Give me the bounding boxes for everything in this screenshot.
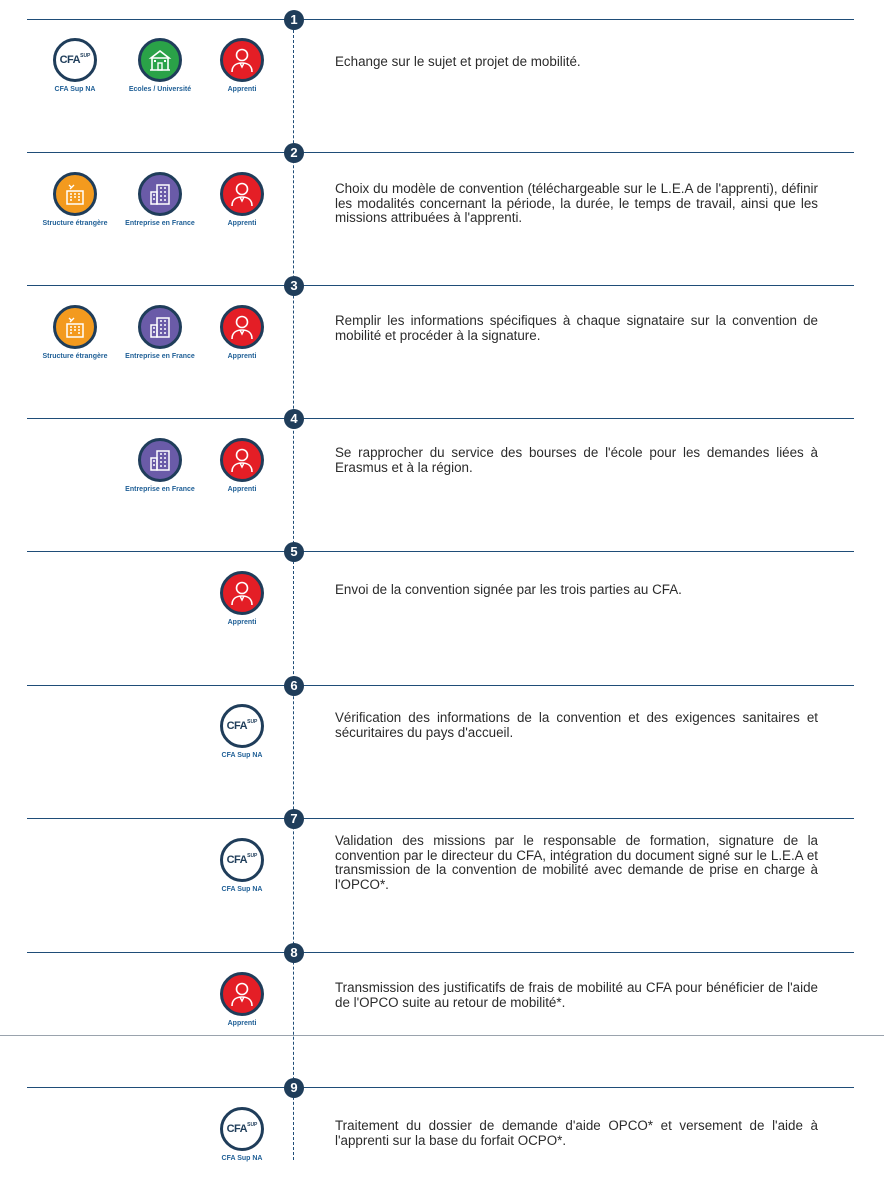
office-building-icon: [138, 172, 182, 216]
step-description: Transmission des justificatifs de frais de mobilité au CFA pour bénéficier de l'aide de l'OPCO suite au retour de mobilité*.: [335, 980, 818, 1010]
actor-apprenti: [207, 172, 277, 228]
office-building-icon: [138, 438, 182, 482]
actor-label: Apprenti: [227, 86, 257, 93]
step-number-badge: 9: [284, 1078, 304, 1098]
actor-cfa: [207, 704, 277, 760]
step-number-badge: 7: [284, 809, 304, 829]
actor-ecole: [125, 38, 195, 94]
person-icon: [220, 38, 264, 82]
actor-label: Entreprise en France: [125, 353, 195, 360]
step-description: Echange sur le sujet et projet de mobilité.: [335, 54, 581, 69]
actor-entreprise: [125, 305, 195, 361]
actor-label: Apprenti: [227, 220, 257, 227]
cfa-logo-icon: CFA SUP: [220, 838, 264, 882]
step-description: Vérification des informations de la convention et des exigences sanitaires et sécuritaires du pays d'accueil.: [335, 710, 818, 740]
school-building-icon: [138, 38, 182, 82]
actor-apprenti: [207, 972, 277, 1028]
actor-label: Entreprise en France: [125, 220, 195, 227]
step-divider: [27, 685, 854, 686]
step-description: Se rapprocher du service des bourses de l'école pour les demandes liées à Erasmus et à la région.: [335, 445, 818, 475]
section-divider: [0, 1035, 884, 1036]
step-divider: [27, 285, 854, 286]
person-icon: [220, 438, 264, 482]
actor-label: Apprenti: [227, 619, 257, 626]
cfa-logo-icon: CFA SUP: [220, 704, 264, 748]
actor-cfa: [207, 838, 277, 894]
step-divider: [27, 418, 854, 419]
office-building-icon: [138, 305, 182, 349]
step-divider: [27, 19, 854, 20]
actor-label: Structure étrangère: [42, 220, 108, 227]
actor-label: Structure étrangère: [42, 353, 108, 360]
cfa-logo-icon: CFA SUP: [220, 1107, 264, 1151]
actor-label: CFA Sup NA: [54, 86, 96, 93]
actor-entreprise: [125, 438, 195, 494]
actor-apprenti: [207, 571, 277, 627]
step-number-badge: 4: [284, 409, 304, 429]
step-number-badge: 6: [284, 676, 304, 696]
actor-label: Apprenti: [227, 1020, 257, 1027]
building-satellite-icon: [53, 172, 97, 216]
actor-label: Ecoles / Université: [128, 86, 192, 93]
actor-label: CFA Sup NA: [221, 752, 263, 759]
step-description: Traitement du dossier de demande d'aide OPCO* et versement de l'aide à l'apprenti sur la base du forfait OCPO*.: [335, 1118, 818, 1148]
person-icon: [220, 305, 264, 349]
actor-apprenti: [207, 438, 277, 494]
step-divider: [27, 818, 854, 819]
person-icon: [220, 972, 264, 1016]
actor-label: Entreprise en France: [125, 486, 195, 493]
actor-apprenti: [207, 38, 277, 94]
actor-structure: [40, 172, 110, 228]
actor-label: Apprenti: [227, 353, 257, 360]
building-satellite-icon: [53, 305, 97, 349]
step-description: Choix du modèle de convention (téléchargeable sur le L.E.A de l'apprenti), définir les modalités concernant la période, la durée, le temps de travail, ainsi que les missions attribuées à l'apprenti.: [335, 181, 818, 225]
actor-entreprise: [125, 172, 195, 228]
actor-label: CFA Sup NA: [221, 1155, 263, 1162]
step-divider: [27, 551, 854, 552]
step-divider: [27, 152, 854, 153]
step-description: Validation des missions par le responsable de formation, signature de la convention par le directeur du CFA, intégration du document signé sur le L.E.A et transmission de la convention de mobilité avec demande de prise en charge à l'OPCO*.: [335, 833, 818, 892]
actor-label: Apprenti: [227, 486, 257, 493]
timeline-line: [293, 20, 294, 1160]
step-number-badge: 2: [284, 143, 304, 163]
step-number-badge: 3: [284, 276, 304, 296]
cfa-logo-icon: CFA SUP: [53, 38, 97, 82]
actor-cfa: [207, 1107, 277, 1163]
actor-cfa: [40, 38, 110, 94]
step-description: Remplir les informations spécifiques à chaque signataire sur la convention de mobilité et procéder à la signature.: [335, 313, 818, 343]
actor-apprenti: [207, 305, 277, 361]
step-number-badge: 8: [284, 943, 304, 963]
step-divider: [27, 1087, 854, 1088]
person-icon: [220, 172, 264, 216]
step-number-badge: 5: [284, 542, 304, 562]
step-number-badge: 1: [284, 10, 304, 30]
step-description: Envoi de la convention signée par les trois parties au CFA.: [335, 582, 682, 597]
step-divider: [27, 952, 854, 953]
person-icon: [220, 571, 264, 615]
actor-structure: [40, 305, 110, 361]
actor-label: CFA Sup NA: [221, 886, 263, 893]
